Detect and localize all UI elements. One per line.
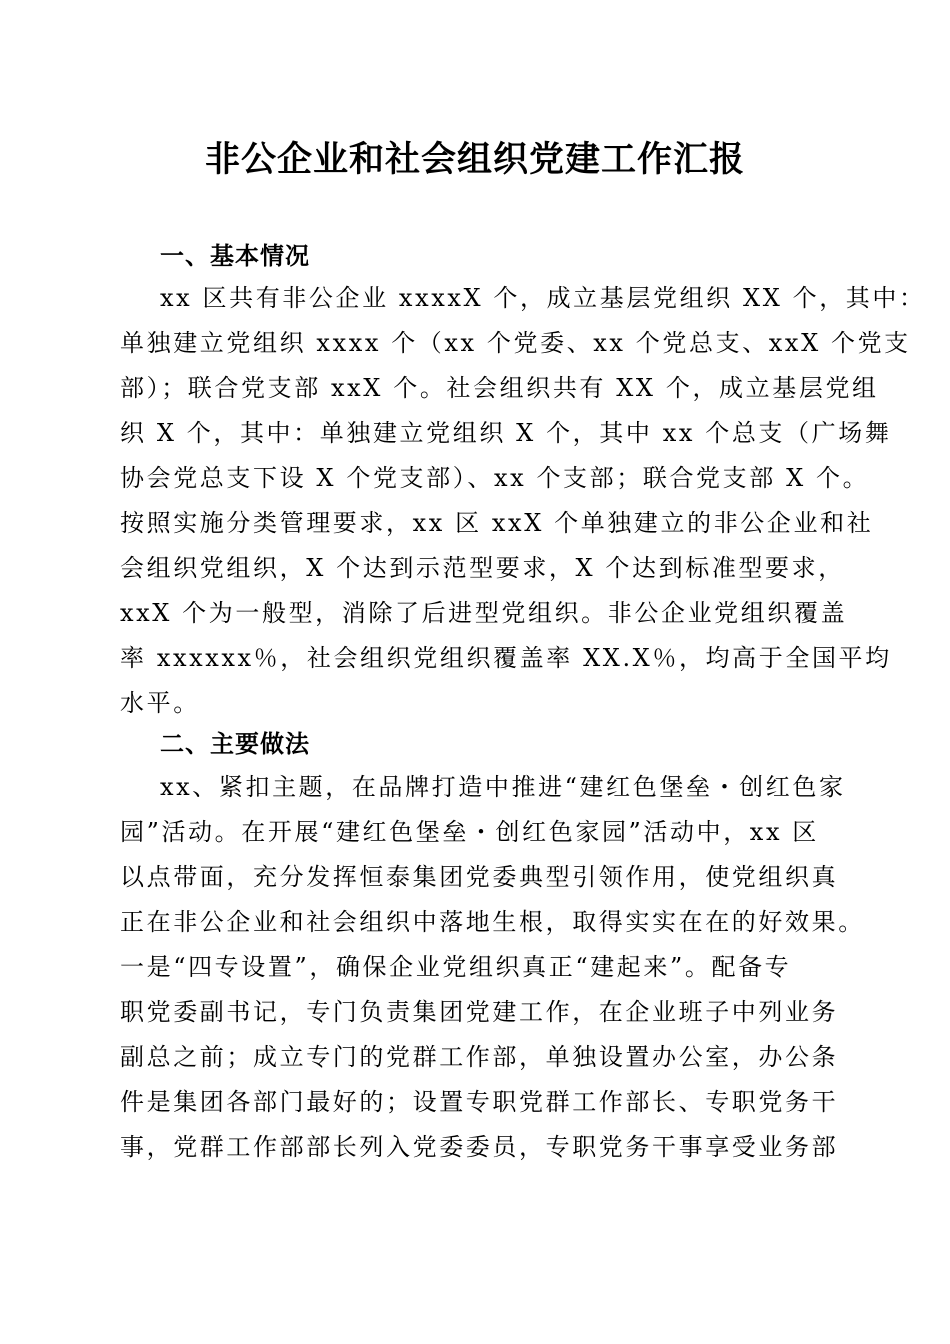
paragraph-line: 一是“四专设置”，确保企业党组织真正“建起来”。配备专 [120,953,792,981]
document-title: 非公企业和社会组织党建工作汇报 [204,139,745,180]
paragraph-line: 正在非公企业和社会组织中落地生根，取得实实在在的好效果。 [120,908,865,936]
paragraph-line: 织 X 个，其中：单独建立党组织 X 个，其中 xx 个总支（广场舞 [120,419,892,447]
section-heading-main-practices: 二、主要做法 [160,730,310,758]
paragraph-line: 水平。 [120,689,200,717]
paragraph-line: 按照实施分类管理要求，xx 区 xxX 个单独建立的非公企业和社 [120,509,874,537]
paragraph-line: 件是集团各部门最好的；设置专职党群工作部长、专职党务干 [120,1088,839,1116]
paragraph-line: 会组织党组织，X 个达到示范型要求，X 个达到标准型要求， [120,554,845,582]
paragraph-line: 以点带面，充分发挥恒泰集团党委典型引领作用，使党组织真 [120,863,839,891]
paragraph-line: 事，党群工作部部长列入党委委员，专职党务干事享受业务部 [120,1133,839,1161]
paragraph-line: 职党委副书记，专门负责集团党建工作，在企业班子中列业务 [120,998,839,1026]
paragraph-line: 部）；联合党支部 xxX 个。社会组织共有 XX 个，成立基层党组 [120,374,879,402]
paragraph-line: 副总之前；成立专门的党群工作部，单独设置办公室，办公条 [120,1043,839,1071]
section-paragraph-main-practices [120,765,865,1170]
paragraph-line: xxX 个为一般型，消除了后进型党组织。非公企业党组织覆盖 [120,599,848,627]
paragraph-line: 率 xxxxxx％，社会组织党组织覆盖率 XX.X％，均高于全国平均 [120,644,892,672]
paragraph-line: 协会党总支下设 X 个党支部）、xx 个支部；联合党支部 X 个。 [120,464,870,492]
paragraph-line: 单独建立党组织 xxxx 个（xx 个党委、xx 个党总支、xxX 个党支 [120,329,911,357]
paragraph-line: xx、紧扣主题，在品牌打造中推进“建红色堡垒・创红色家 [160,773,846,801]
paragraph-line: 园”活动。在开展“建红色堡垒・创红色家园”活动中，xx 区 [120,818,819,846]
paragraph-line: xx 区共有非公企业 xxxxX 个，成立基层党组织 XX 个，其中： [160,284,926,312]
section-paragraph-basic-situation [120,276,926,726]
section-heading-basic-situation: 一、基本情况 [160,242,310,270]
